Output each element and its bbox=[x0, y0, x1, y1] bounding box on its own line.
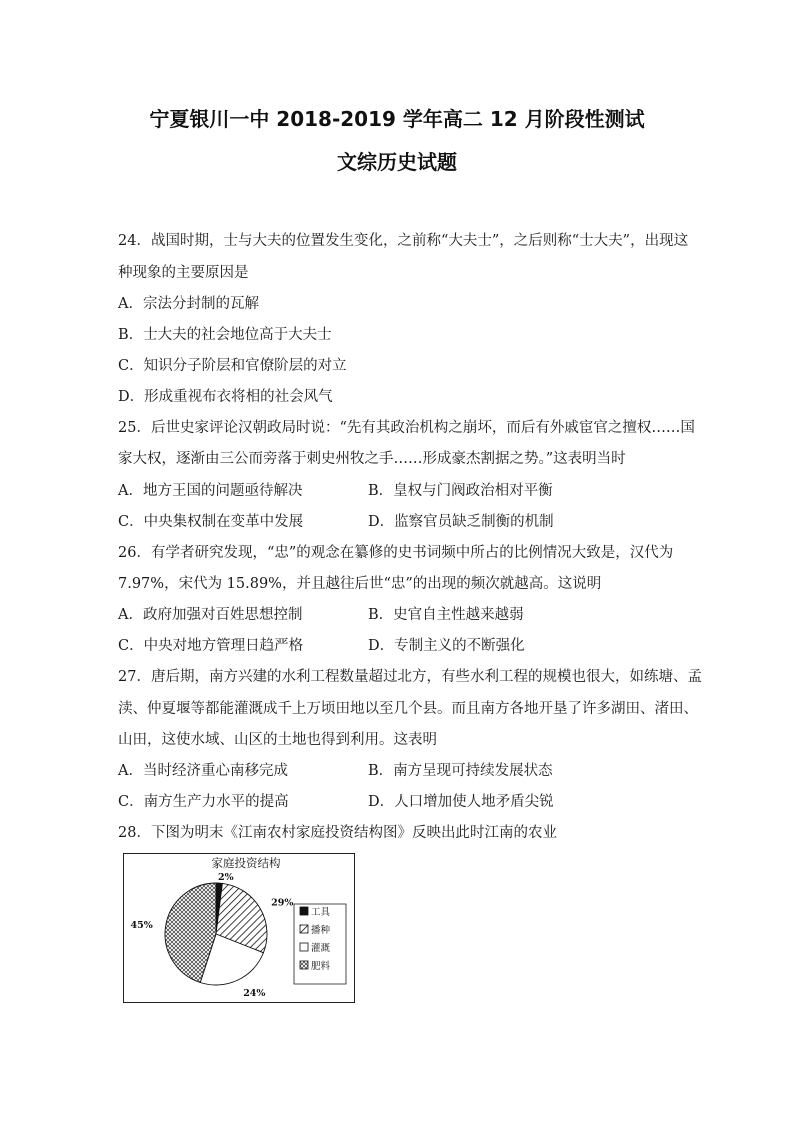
q27-stem-line3: 山田，这使水域、山区的土地也得到利用。这表明 bbox=[118, 732, 437, 748]
pie-value-label-1: 2% bbox=[218, 872, 234, 883]
chart-title: 家庭投资结构 bbox=[211, 856, 281, 870]
pie-slices bbox=[165, 883, 267, 985]
legend-swatch-4 bbox=[300, 961, 308, 969]
q27-option-b: B．南方呈现可持续发展状态 bbox=[368, 763, 553, 779]
q25-stem-line2: 家大权，逐渐由三公而旁落于刺史州牧之手……形成豪杰割据之势。”这表明当时 bbox=[118, 451, 626, 467]
q24-option-a: A．宗法分封制的瓦解 bbox=[118, 296, 259, 312]
q27-stem-line2: 渎、仲夏堰等都能灌溉成千上万顷田地以至几个县。而且南方各地开垦了许多湖田、渚田、 bbox=[118, 701, 698, 717]
q24-option-d: D．形成重视布衣将相的社会风气 bbox=[118, 389, 333, 405]
pie-value-label-3: 24% bbox=[243, 987, 266, 999]
pie-value-label-2: 29% bbox=[271, 897, 294, 909]
q27-option-c: C．南方生产力水平的提高 bbox=[118, 794, 289, 810]
pie-value-label-4: 45% bbox=[130, 920, 153, 931]
legend-label-1: 工具 bbox=[311, 907, 331, 918]
legend-swatch-2 bbox=[300, 925, 308, 933]
q26-option-a: A．政府加强对百姓思想控制 bbox=[118, 607, 303, 623]
q27-option-a: A．当时经济重心南移完成 bbox=[118, 763, 288, 779]
q26-option-c: C．中央对地方管理日趋严格 bbox=[118, 638, 304, 654]
q24-stem-line1: 24．战国时期，士与大夫的位置发生变化，之前称“大夫士”，之后则称“士大夫”，出现这 bbox=[118, 233, 689, 249]
q25-option-d: D．监察官员缺乏制衡的机制 bbox=[368, 514, 554, 530]
q24-stem-line2: 种现象的主要原因是 bbox=[118, 265, 249, 281]
q26-option-b: B．史官自主性越来越弱 bbox=[368, 607, 524, 623]
q25-stem-line1: 25．后世史家评论汉朝政局时说：“先有其政治机构之崩坏，而后有外戚宦官之擅权……国 bbox=[118, 420, 695, 436]
q24-option-c: C．知识分子阶层和官僚阶层的对立 bbox=[118, 358, 347, 374]
legend-label-4: 肥料 bbox=[311, 961, 331, 972]
q26-stem-line2: 7.97%，宋代为 15.89%，并且越往后世“忠”的出现的频次就越高。这说明 bbox=[118, 576, 602, 592]
q26-option-d: D．专制主义的不断强化 bbox=[368, 638, 525, 654]
legend-swatch-1 bbox=[300, 907, 308, 915]
q25-option-a: A．地方王国的问题亟待解决 bbox=[118, 483, 303, 499]
q27-stem-line1: 27．唐后期，南方兴建的水利工程数量超过北方，有些水利工程的规模也很大，如练塘、孟 bbox=[118, 669, 702, 685]
q27-option-d: D．人口增加使人地矛盾尖锐 bbox=[368, 794, 554, 810]
chart-legend bbox=[294, 904, 346, 984]
q26-stem-line1: 26．有学者研究发现，“忠”的观念在纂修的史书词频中所占的比例情况大致是，汉代为 bbox=[118, 545, 674, 561]
q24-option-b: B．士大夫的社会地位高于大夫士 bbox=[118, 327, 332, 343]
investment-pie-chart bbox=[123, 853, 355, 1003]
paper-subtitle: 文综历史试题 bbox=[337, 150, 457, 174]
paper-title: 宁夏银川一中 2018-2019 学年高二 12 月阶段性测试 bbox=[149, 107, 645, 131]
legend-label-2: 播种 bbox=[311, 925, 331, 936]
q28-stem-line1: 28．下图为明末《江南农村家庭投资结构图》反映出此时江南的农业 bbox=[118, 825, 557, 841]
legend-swatch-3 bbox=[300, 943, 308, 951]
legend-label-3: 灌溉 bbox=[311, 943, 331, 954]
q25-option-b: B．皇权与门阀政治相对平衡 bbox=[368, 483, 553, 499]
q25-option-c: C．中央集权制在变革中发展 bbox=[118, 514, 304, 530]
